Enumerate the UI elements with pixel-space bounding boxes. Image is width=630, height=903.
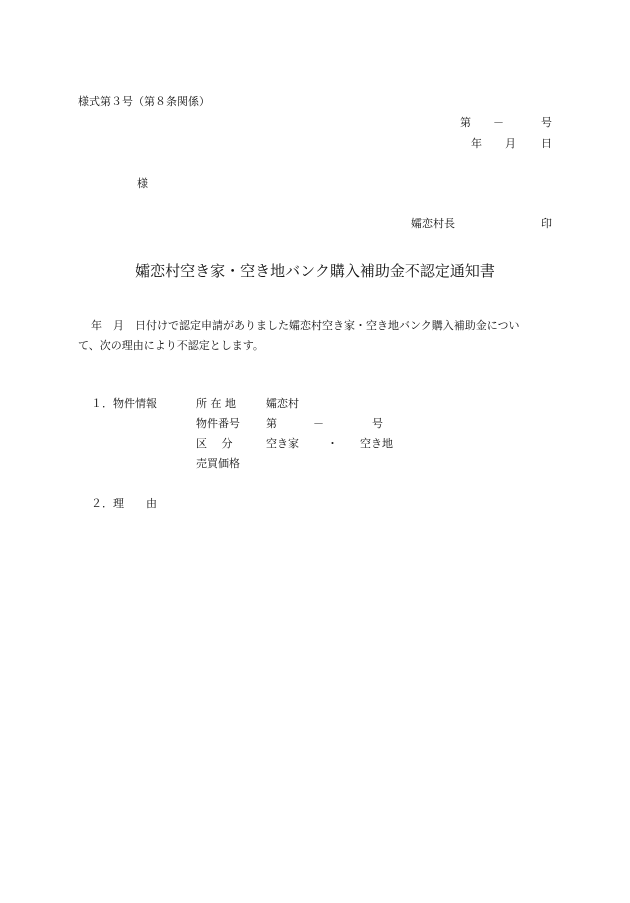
doc-number-suffix: 号: [541, 116, 552, 129]
date-month: 月: [505, 137, 516, 150]
row-category-option-vacant-house: 空き家: [266, 437, 299, 450]
sender-title: 孀恋村長: [411, 217, 455, 230]
section1-heading: １．物件情報: [91, 397, 157, 410]
row-category-option-vacant-land: 空き地: [360, 437, 393, 450]
doc-number-prefix: 第: [460, 116, 471, 129]
row-price-label: 売買価格: [196, 457, 240, 470]
addressee-suffix: 様: [137, 177, 148, 190]
row-category-separator: ・: [327, 437, 338, 450]
body-line-2: て、次の理由により不認定とします。: [78, 339, 264, 352]
row-category-label: 区 分: [196, 437, 233, 450]
row-location-value: 孀恋村: [266, 397, 299, 410]
section2-heading: ２．理 由: [91, 497, 157, 510]
row-property-number-prefix: 第: [266, 417, 277, 430]
row-property-number-suffix: 号: [372, 417, 383, 430]
date-year: 年: [471, 137, 482, 150]
row-property-number-dash: －: [313, 417, 324, 430]
date-day: 日: [541, 137, 552, 150]
document-title: 孀恋村空き家・空き地バンク購入補助金不認定通知書: [135, 262, 495, 280]
form-label: 様式第３号（第８条関係）: [78, 95, 210, 108]
doc-number-dash: －: [493, 116, 504, 129]
body-line-1: 年 月 日付けで認定申請がありました孀恋村空き家・空き地バンク購入補助金につい: [91, 319, 520, 332]
row-location-label: 所 在 地: [196, 397, 236, 410]
row-property-number-label: 物件番号: [196, 417, 240, 430]
seal-mark: 印: [541, 217, 552, 230]
